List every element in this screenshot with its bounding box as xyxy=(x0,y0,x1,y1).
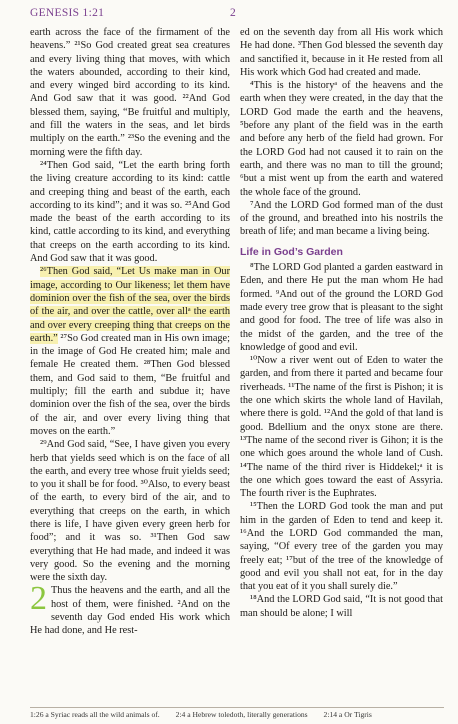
paragraph: ⁸The LORD God planted a garden eastward in Eden, and there He put the man whom He had formed. ⁹And out of the ground the LORD God made every tree grow that is pleasant to the sight and good for food. The tree of life was also in the midst of the garden, and the tree of the knowledge of good and evil. xyxy=(240,262,443,353)
paragraph: ²⁴Then God said, “Let the earth bring forth the living creature according to its kind: cattle and creeping thing and beast of the earth, each according to its kind”; and it was so. ²⁵And God made the beast of the earth according to its kind, cattle according to its kind, and everything that creeps on the earth according to its kind. And God saw that it was good. xyxy=(30,159,230,265)
paragraph: ¹⁵Then the LORD God took the man and put him in the garden of Eden to tend and keep it. ¹⁶And the LORD God commanded the man, saying, “Of every tree of the garden you may freely eat; ¹⁷but of the tree of the knowledge of good and evil you shall not eat, for in the day that you eat of it you shall surely die.” xyxy=(240,501,443,593)
footnote: 1:26 a Syriac reads all the wild animals of. xyxy=(30,710,160,719)
paragraph-text: ²⁷So God created man in His own image; in the image of God He created him; male and female He created them. ²⁸Then God blessed them, and God said to them, “Be fruitful and multiply; fill the earth and subdue it; have dominion over the fish of the sea, over the birds of the air, and over every living thing that moves on the earth.” xyxy=(30,332,230,437)
paragraph: earth across the face of the firmament of the heavens.” ²¹So God created great sea creatures and every living thing that moves, with which the waters abounded, according to their kind, and every winged bird according to its kind. And God saw that it was good. ²²And God blessed them, saying, “Be fruitful and multiply, and fill the waters in the seas, and let birds multiply on the earth.” ²³So the evening and the morning were the fifth day. xyxy=(30,27,230,158)
footnotes xyxy=(30,707,444,722)
paragraph: ed on the seventh day from all His work which He had done. ³Then God blessed the seventh day and sanctified it, because in it He rested from all His work which God had created and made. xyxy=(240,27,443,78)
footnote: 2:4 a Hebrew toledoth, literally generations xyxy=(175,710,308,719)
footnote: 2:14 a Or Tigris xyxy=(323,710,372,719)
section-heading: Life in God’s Garden xyxy=(240,245,343,258)
chapter-start xyxy=(30,580,230,637)
chapter-number: 2 xyxy=(30,580,47,618)
highlighted-text[interactable]: ²⁶Then God said, “Let Us make man in Our image, according to Our likeness; let them have dominion over the fish of the sea, over the birds of the air, and over the cattle, over allᵃ the earth and over every creeping thing that creeps on the earth.” xyxy=(30,266,230,344)
paragraph: ¹⁰Now a river went out of Eden to water the garden, and from there it parted and became four riverheads. ¹¹The name of the first is Pishon; it is the one which skirts the whole land of Havilah, where there is gold. ¹²And the gold of that land is good. Bdellium and the onyx stone are there. ¹³The name of the second river is Gihon; it is the one which goes around the whole land of Cush. ¹⁴The name of the third river is Hiddekel;ᵃ it is the one which goes toward the east of Assyria. The fourth river is the Euphrates. xyxy=(240,355,443,500)
right-column xyxy=(240,26,443,620)
paragraph-text: Thus the heavens and the earth, and all the host of them, were finished. ²And on the seventh day God ended His work which He had done, and He rest- xyxy=(30,585,230,637)
paragraph-highlighted xyxy=(30,265,230,438)
page-number: 2 xyxy=(230,7,237,19)
left-column xyxy=(30,26,230,638)
paragraph: ²⁹And God said, “See, I have given you every herb that yields seed which is on the face of all the earth, and every tree whose fruit yields seed; to you it shall be for food. ³⁰Also, to every beast of the earth, to every bird of the air, and to everything that creeps on the earth, in which there is life, I have given every green herb for food”; and it was so. ³¹Then God saw everything that He had made, and indeed it was very good. So the evening and the morning were the sixth day. xyxy=(30,439,230,584)
running-head-reference: GENESIS 1:21 xyxy=(30,7,105,19)
page-header xyxy=(30,7,444,25)
paragraph: ⁷And the LORD God formed man of the dust of the ground, and breathed into his nostrils the breath of life; and man became a living being. xyxy=(240,199,443,238)
paragraph: ⁴This is the historyᵃ of the heavens and the earth when they were created, in the day that the LORD God made the earth and the heavens, ⁵before any plant of the field was in the earth and before any herb of the field had grown. For the LORD God had not caused it to rain on the earth, and there was no man to till the ground; ⁶but a mist went up from the earth and watered the whole face of the ground. xyxy=(240,80,443,198)
paragraph: ¹⁸And the LORD God said, “It is not good that man should be alone; I will xyxy=(240,594,443,619)
